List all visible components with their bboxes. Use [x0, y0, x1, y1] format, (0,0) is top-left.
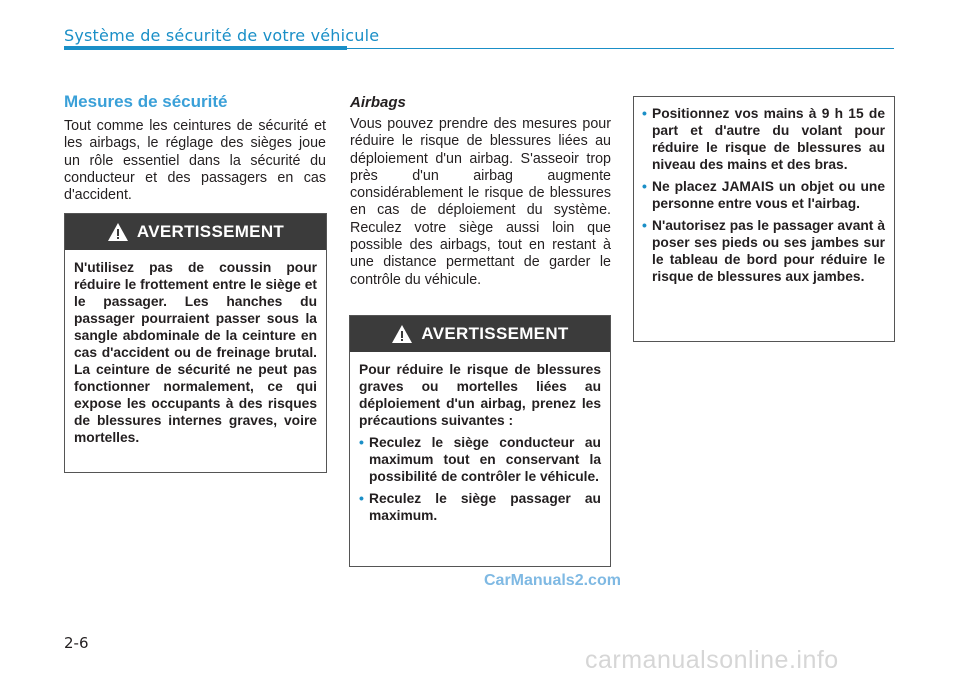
- airbags-heading: Airbags: [350, 94, 406, 111]
- list-item: [359, 490, 601, 524]
- list-item-text: N'autorisez pas le passager avant à poser ses pieds ou ses jambes sur le tableau de bord pour réduire le risque de blessures aux jambes.: [652, 218, 885, 284]
- warning-intro-text: Pour réduire le risque de blessures graves ou mortelles liées au déploiement d'un airbag, prenez les précautions suivantes :: [359, 362, 601, 428]
- warning-label: AVERTISSEMENT: [136, 222, 285, 241]
- warning-header: [65, 214, 326, 250]
- bullet-icon: •: [359, 434, 364, 450]
- bullet-icon: •: [642, 178, 647, 194]
- list-item-text: Reculez le siège passager au maximum.: [369, 491, 601, 523]
- header-rule: [347, 48, 894, 49]
- warning-box-airbag: [349, 315, 611, 567]
- airbags-text: Vous pouvez prendre des mesures pour réduire le risque de blessures liées au déploiement d'un airbag. S'asseoir trop près d'un airbag augmente considérablement le risque de blessures en cas de déploiement du système. Reculez votre siège aussi loin que possible des airbags, tout en restant à une distance permettant de garder le contrôle du véhicule.: [350, 116, 611, 288]
- page-number: 2-6: [64, 634, 89, 652]
- section-intro-text: Tout comme les ceintures de sécurité et les airbags, le réglage des sièges joue un rôle essentiel dans la sécurité du conducteur et des passagers en cas d'accident.: [64, 118, 326, 204]
- list-item: [359, 434, 601, 485]
- section-title: Mesures de sécurité: [64, 92, 228, 111]
- list-item-text: Ne placez JAMAIS un objet ou une personne entre vous et l'airbag.: [652, 179, 885, 211]
- warning-continued-body: [634, 97, 894, 293]
- list-item: [642, 105, 885, 173]
- list-item-text: Positionnez vos mains à 9 h 15 de part et d'autre du volant pour réduire le risque de blessures au niveau des mains et des bras.: [652, 106, 885, 172]
- warning-header: [350, 316, 610, 352]
- bullet-icon: •: [359, 490, 364, 506]
- bullet-icon: •: [642, 105, 647, 121]
- header-rule-accent: [64, 46, 347, 50]
- watermark-link[interactable]: CarManuals2.com: [484, 572, 621, 589]
- bullet-icon: •: [642, 217, 647, 233]
- list-item: [642, 217, 885, 285]
- warning-triangle-icon: [107, 222, 129, 242]
- warning-body: [350, 352, 610, 532]
- warning-text: N'utilisez pas de coussin pour réduire le frottement entre le siège et le passager. Les hanches du passager pourraient passer sous la sangle abdominale de la ceinture en cas d'accident ou de freinage brutal. La ceinture de sécurité ne peut pas fonctionner normalement, ce qui expose les occupants à des risques de blessures internes graves, voire mortelles.: [74, 260, 317, 445]
- list-item-text: Reculez le siège conducteur au maximum tout en conservant la possibilité de contrôler le véhicule.: [369, 435, 601, 484]
- list-item: [642, 178, 885, 212]
- warning-label: AVERTISSEMENT: [421, 324, 569, 343]
- chapter-title: Système de sécurité de votre véhicule: [64, 26, 380, 45]
- warning-box-cushion: [64, 213, 327, 473]
- footer-watermark: carmanualsonline.info: [585, 646, 839, 674]
- warning-triangle-icon: [391, 324, 413, 344]
- warning-continued-box: [633, 96, 895, 342]
